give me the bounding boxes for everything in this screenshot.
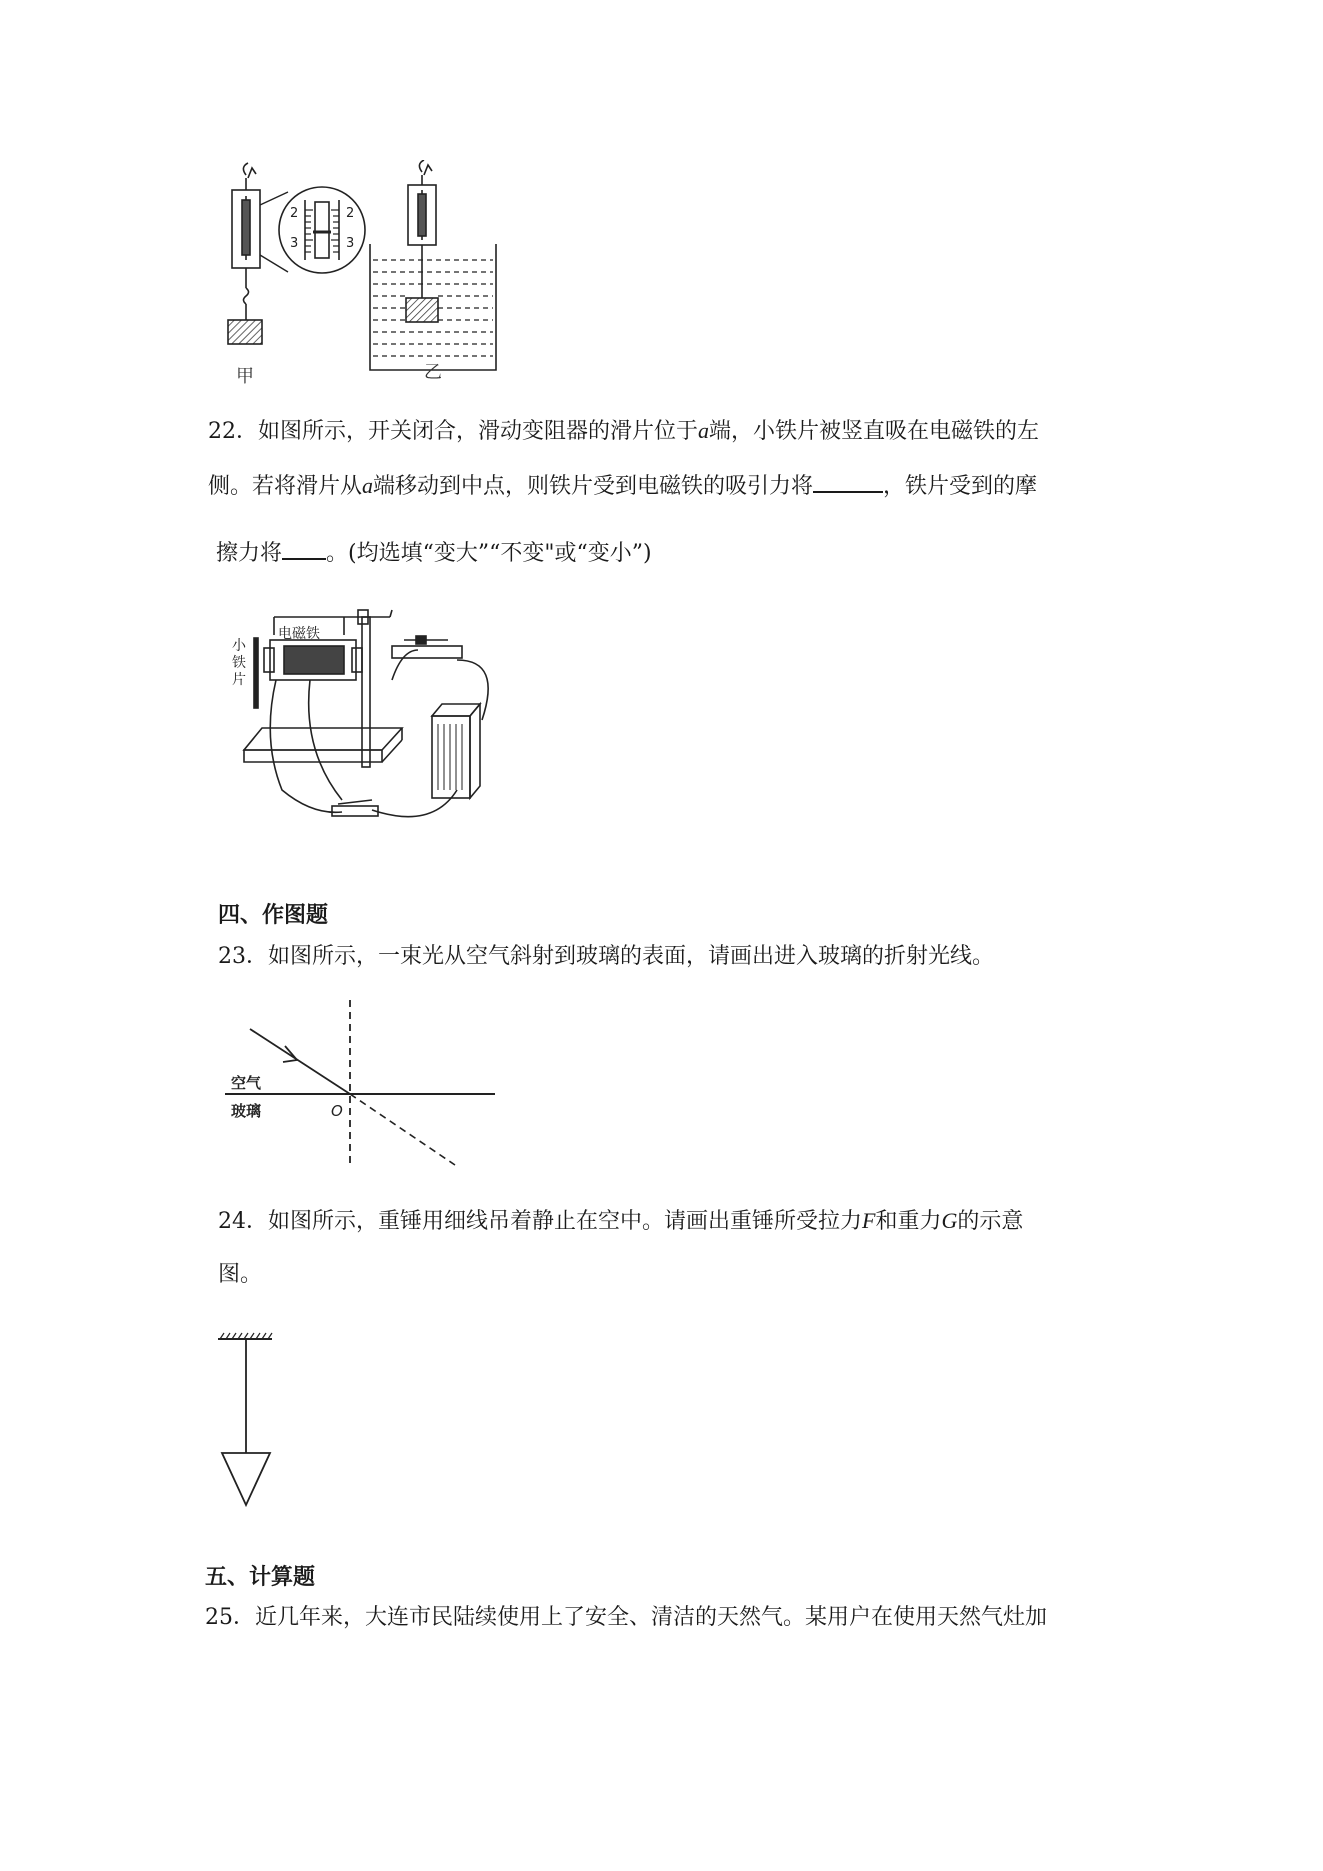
q25-text: 25．近几年来，大连市民陆续使用上了安全、清洁的天然气。某用户在使用天然气灶加: [205, 1605, 1047, 1630]
figure-spring-scale: [210, 160, 510, 390]
label-electromagnet: 电磁铁: [278, 626, 320, 642]
label-point-o: O: [331, 1102, 343, 1120]
q23-text: 23．如图所示，一束光从空气斜射到玻璃的表面，请画出进入玻璃的折射光线。: [218, 944, 994, 969]
magnified-scale: [279, 187, 365, 273]
scale-label-2-left: 2: [290, 206, 299, 221]
scale-label-3-right: 3: [346, 236, 355, 251]
q22-line3: 擦力将 。(均选填“变大”“不变"或“变小”): [216, 538, 652, 567]
figure-hanging-weight: [212, 1325, 282, 1515]
q24-line1: 24．如图所示，重锤用细线吊着静止在空中。请画出重锤所受拉力F和重力G的示意: [218, 1208, 1024, 1234]
scale-label-3-left: 3: [290, 236, 299, 251]
answer-blank-2[interactable]: [282, 538, 326, 560]
figure-electromagnet-circuit: [232, 600, 522, 830]
spring-scale-b: [370, 160, 496, 370]
label-glass: 玻璃: [231, 1102, 262, 1120]
figure-label-jia: 甲: [236, 366, 254, 387]
var-a: a: [362, 473, 374, 498]
figure-label-yi: 乙: [424, 362, 442, 383]
q22-line1: 22．如图所示，开关闭合，滑动变阻器的滑片位于a端，小铁片被竖直吸在电磁铁的左: [208, 418, 1040, 444]
var-g: G: [941, 1208, 958, 1233]
figure-refraction: [225, 1000, 505, 1175]
section-title-drawing: 四、作图题: [218, 903, 329, 928]
var-f: F: [862, 1208, 876, 1233]
q22-line2: 侧。若将滑片从a端移动到中点，则铁片受到电磁铁的吸引力将 ，铁片受到的摩: [208, 473, 1038, 499]
label-air: 空气: [231, 1074, 262, 1092]
scale-label-2-right: 2: [346, 206, 355, 221]
q24-line2: 图。: [218, 1262, 263, 1287]
label-small-iron-plate: 小铁片: [232, 638, 246, 688]
spring-scale-a: [228, 163, 262, 344]
section-title-calculation: 五、计算题: [205, 1565, 316, 1590]
var-a: a: [698, 418, 709, 443]
answer-blank-1[interactable]: [813, 471, 883, 493]
